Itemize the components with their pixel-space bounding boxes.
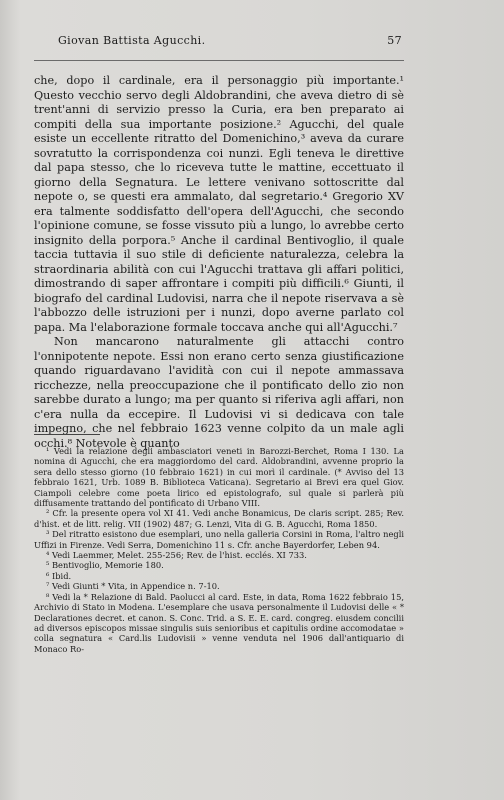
- paragraph: Non mancarono naturalmente gli attacchi contro l'onnipotente nepote. Essi non erano certo senza giustificazione quando riguardavano l'avidità con cui il nepote ammassava ricchezze, nella preoccupazione che il pontificato dello zio non sarebbe durato a lungo; ma per quanto si riferiva agli affari, non c'era nulla da eccepire. Il Ludovisi vi si dedicava con tale impegno, che nel febbraio 1623 venne colpito da un male agli occhi.⁸ Notevole è quanto: [34, 335, 404, 450]
- footnote: ⁵ Bentivoglio, Memorie 180.: [46, 560, 164, 571]
- footnotes: [34, 446, 404, 654]
- footnote: ⁸ Vedi la * Relazione di Bald. Paolucci al card. Este, in data, Roma 1622 febbraio 15, Archivio di Stato in Modena. L'esemplare che usava personalmente il Ludovisi delle « * Declarationes decret. et canon. S. Conc. Trid. a S. E. E. card. congreg. eiusdem concilii ad diversos episcopos missae singulis suis senioribus et capitulis ordine accomodatae » colla segnatura « Card.lis Ludovisii » venne venduta nel 1906 dall'antiquario di Monaco Ro-: [34, 591, 404, 654]
- footnote: ⁴ Vedi Laemmer, Melet. 255-256; Rev. de l'hist. ecclés. XI 733.: [46, 550, 307, 561]
- footnote: ⁶ Ibid.: [46, 570, 72, 581]
- footnote: ³ Del ritratto esistono due esemplari, uno nella galleria Corsini in Roma, l'altro negli Uffizi in Firenze. Vedi Serra, Domenichino 11 s. Cfr. anche Bayerdorfer, Leben 94.: [34, 529, 404, 550]
- main-text: [34, 74, 404, 451]
- running-title: Giovan Battista Agucchi.: [58, 34, 206, 47]
- paragraph: che, dopo il cardinale, era il personaggio più importante.¹ Questo vecchio servo degli Aldobrandini, che aveva dietro di sè trent'anni di servizio presso la Curia, era ben preparato ai compiti della sua importante posizione.² Agucchi, del quale esiste un eccellente ritratto del Domenichino,³ aveva da curare sovratutto la corrispondenza coi nunzi. Egli teneva le direttive dal papa stesso, che lo riceveva tutte le mattine, eccettuato il giorno della Segnatura. Le lettere venivano sottoscritte dal nepote o, se questi era ammalato, dal segretario.⁴ Gregorio XV era talmente soddisfatto dell'opera dell'Agucchi, che secondo l'opinione comune, se fosse vissuto più a lungo, lo avrebbe certo insignito della porpora.⁵ Anche il cardinal Bentivoglio, il quale taccia tuttavia il suo stile di deficiente naturalezza, celebra la straordinaria abilità con cui l'Agucchi trattava gli affari politici, dimostrando di saper affrontare i compiti più difficili.⁶ Giunti, il biografo del cardinal Ludovisi, narra che il nepote riservava a sè l'abbozzo delle istruzioni per i nunzi, dopo averne parlato col papa. Ma l'elaborazione formale toccava anche qui all'Agucchi.⁷: [34, 74, 404, 334]
- footnote: ¹ Vedi la relazione degli ambasciatori veneti in Barozzi-Berchet, Roma I 130. La nomina di Agucchi, che era maggiordomo del card. Aldobrandini, avvenne proprio la sera dello stesso giorno (10 febbraio 1621) in cui morì il cardinale. (* Avviso del 13 febbraio 1621, Urb. 1089 B. Biblioteca Vaticana). Segretario ai Brevi era quel Giov. Ciampoli celebre come poeta lirico ed epistolografo, sul quale si parlerà più diffusamente trattando del pontificato di Urbano VIII.: [34, 446, 404, 509]
- page-number: 57: [387, 34, 402, 47]
- running-header: [58, 34, 402, 47]
- header-rule: [34, 60, 404, 61]
- footnote: ⁷ Vedi Giunti * Vita, in Appendice n. 7-10.: [46, 581, 220, 592]
- footnote-rule: [34, 434, 100, 435]
- footnote: ² Cfr. la presente opera vol XI 41. Vedi anche Bonamicus, De claris script. 285; Rev. d'hist. et de litt. relig. VII (1902) 487; G. Lenzi, Vita di G. B. Agucchi, Roma 1850.: [34, 508, 404, 529]
